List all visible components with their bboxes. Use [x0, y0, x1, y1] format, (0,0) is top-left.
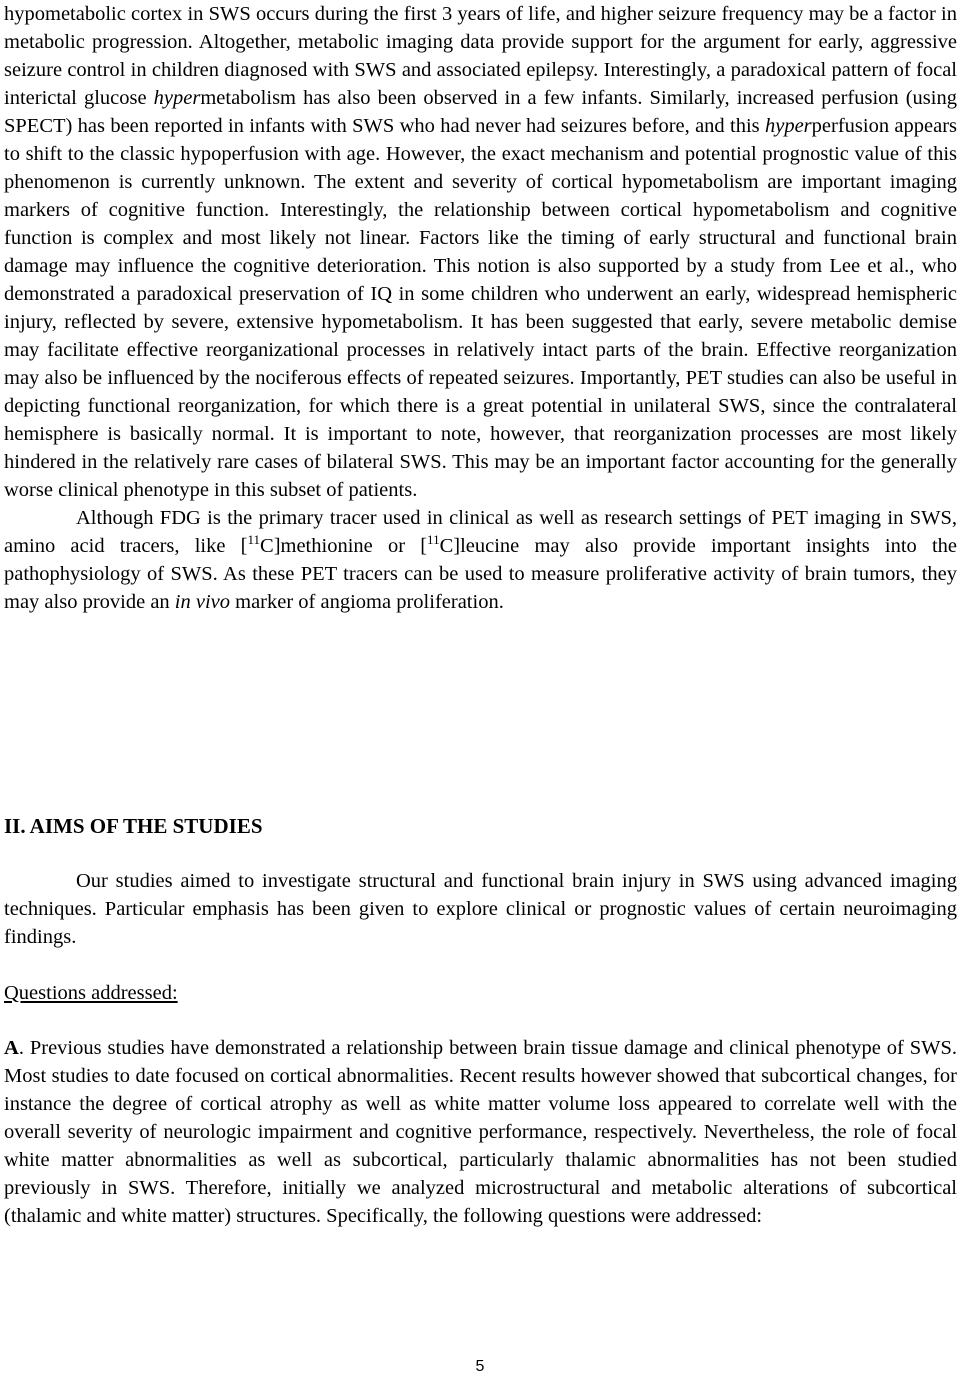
- question-a-section: [4, 1034, 957, 1230]
- italic-run: in vivo: [174, 591, 231, 613]
- italic-run: hyper: [153, 87, 201, 109]
- page-number: 5: [475, 1358, 485, 1375]
- aims-paragraph: Our studies aimed to investigate structural and functional brain injury in SWS using advanced imaging techniques. Particular emphasis has been given to explore clinical or prognostic values of certain neuroimaging findings.: [4, 870, 957, 948]
- question-a-text: . Previous studies have demonstrated a relationship between brain tissue damage and clinical phenotype of SWS. Most studies to date focused on cortical abnormalities. Recent results however showed that subcortical changes, for instance the degree of cortical atrophy as well as white matter volume loss appeared to correlate well with the overall severity of neurologic impairment and cognitive performance, respectively. Nevertheless, the role of focal white matter abnormalities as well as subcortical, particularly thalamic abnormalities has not been studied previously in SWS. Therefore, initially we analyzed microstructural and metabolic alterations of subcortical (thalamic and white matter) structures. Specifically, the following questions were addressed:: [4, 1037, 957, 1227]
- questions-label: Questions addressed:: [4, 982, 178, 1004]
- text-run: hypometabolic cortex in SWS occurs during the first 3 years of life, and higher seizure frequency may be a factor in metabolic progression. Altogether, metabolic imaging data provide support for the argument for early, aggressive seizure control in children diagnosed with SWS and associated epilepsy. Interestingly, a paradoxical pattern of focal interictal glucose: [4, 3, 957, 109]
- page-body: [4, 0, 957, 616]
- text-run: perfusion appears to shift to the classic hypoperfusion with age. However, the exact mechanism and potential prognostic value of this phenomenon is currently unknown. The extent and severity of cortical hypometabolism are important imaging markers of cognitive function. Interestingly, the relationship between cortical hypometabolism and cognitive function is complex and most likely not linear. Factors like the timing of early structural and functional brain damage may influence the cognitive deterioration. This notion is also supported by a study from Lee et al., who demonstrated a paradoxical preservation of IQ in some children who underwent an early, widespread hemispheric injury, reflected by severe, extensive hypometabolism. It has been suggested that early, severe metabolic demise may facilitate effective reorganizational processes in relatively intact parts of the brain. Effective reorganization may also be influenced by the nociferous effects of repeated seizures. Importantly, PET studies can also be useful in depicting functional reorganization, for which there is a great potential in unilateral SWS, since the contralateral hemisphere is basically normal. It is important to note, however, that reorganization processes are most likely hindered in the relatively rare cases of bilateral SWS. This may be an important factor accounting for the generally worse clinical phenotype in this subset of patients.: [4, 115, 958, 501]
- paragraph-metabolism: [4, 0, 957, 504]
- italic-run: hyper: [764, 115, 812, 137]
- text-run: Although FDG is the primary tracer used in clinical as well as research settings of PET imaging in SWS, amino acid tracers, like [: [4, 507, 957, 557]
- question-a-paragraph: [4, 1034, 957, 1230]
- superscript: 11: [427, 532, 440, 548]
- text-run: metabolism has also been observed in a few infants. Similarly, increased perfusion (using SPECT) has been reported in infants with SWS who had never had seizures before, and this: [4, 87, 957, 137]
- section-heading: II. AIMS OF THE STUDIES: [4, 814, 263, 838]
- text-run: C]leucine may also provide important insights into the pathophysiology of SWS. As these PET tracers can be used to measure proliferative activity of brain tumors, they may also provide an: [4, 535, 958, 613]
- question-a-label: A: [4, 1037, 19, 1059]
- paragraph-tracers: [4, 504, 957, 616]
- superscript: 11: [247, 532, 261, 548]
- aims-section: [4, 867, 957, 951]
- text-run: C]methionine or [: [260, 535, 428, 557]
- text-run: marker of angioma proliferation.: [230, 591, 504, 613]
